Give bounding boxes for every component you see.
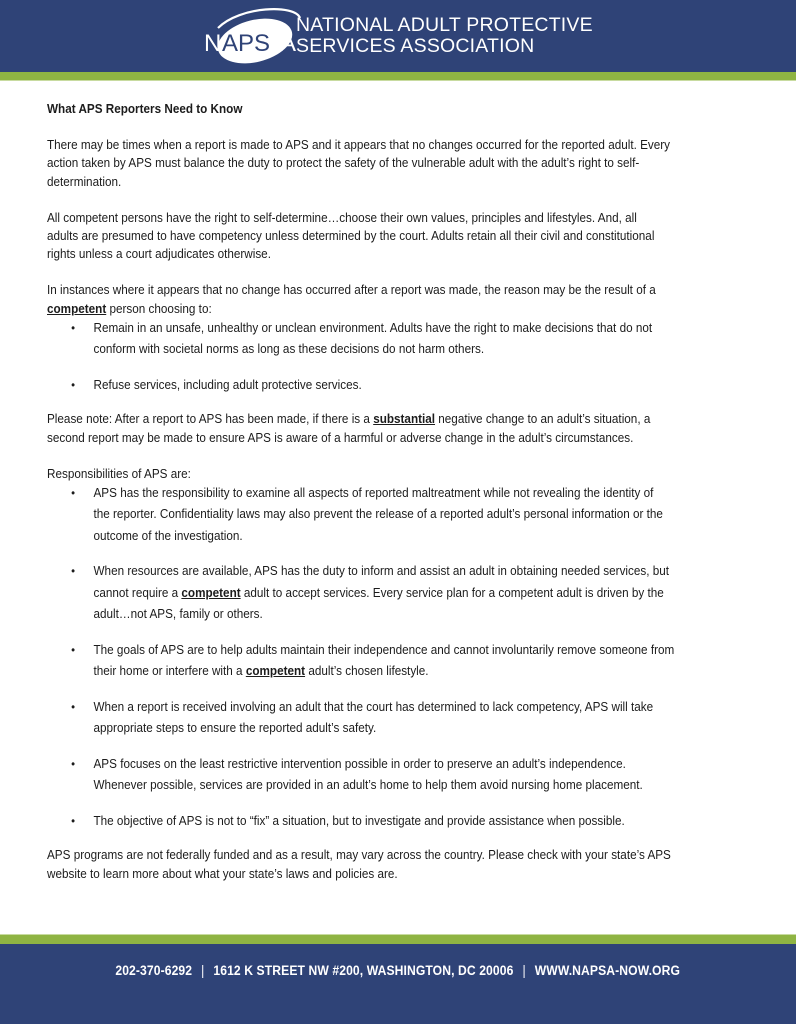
text-line: rights unless a court adjudicates otherwise. bbox=[47, 247, 271, 262]
choices-list bbox=[47, 318, 707, 397]
text-line: the reporter. Confidentiality laws may also prevent the release of a reported adult’s personal information or the bbox=[93, 507, 663, 522]
text-line: Remain in an unsafe, unhealthy or unclean environment. Adults have the right to make decisions that do not bbox=[93, 320, 653, 335]
footer-separator: | bbox=[201, 963, 205, 978]
header-accent-stripe bbox=[0, 72, 796, 81]
text-line: action taken by APS must balance the duty to protect the safety of the vulnerable adult with the adult’s right to self- bbox=[47, 156, 640, 171]
page-header bbox=[0, 0, 796, 72]
text-line: When resources are available, APS has the duty to inform and assist an adult in obtaining needed services, but bbox=[93, 564, 670, 579]
bullet-icon: • bbox=[71, 756, 76, 771]
list-item bbox=[47, 640, 707, 683]
bullet-icon: • bbox=[71, 813, 76, 828]
text-line: APS programs are not federally funded and as a result, may vary across the country. Please check with your state’s APS bbox=[47, 848, 671, 863]
bullet-icon: • bbox=[71, 564, 76, 579]
text-line: APS focuses on the least restrictive intervention possible in order to preserve an adult’s independence. bbox=[93, 756, 626, 771]
emphasis-competent: competent bbox=[47, 301, 107, 316]
list-item bbox=[47, 561, 707, 626]
bullet-icon: • bbox=[71, 642, 76, 657]
no-change-paragraph bbox=[47, 281, 707, 317]
text-line: adults are presumed to have competency unless determined by the court. Adults retain all their civil and constitutional bbox=[47, 229, 655, 244]
bullet-icon: • bbox=[71, 377, 76, 392]
organization-name bbox=[296, 15, 593, 57]
please-note-paragraph bbox=[47, 410, 707, 446]
responsibilities-heading: Responsibilities of APS are: bbox=[47, 466, 191, 481]
page-footer bbox=[0, 944, 796, 1024]
logo-letters-aps: APS bbox=[222, 30, 271, 57]
text-span: adult to accept services. Every service plan for a competent adult is driven by the bbox=[240, 585, 664, 600]
text-span: cannot require a bbox=[93, 585, 182, 600]
text-line: When a report is received involving an adult that the court has determined to lack competency, APS will take bbox=[93, 699, 654, 714]
document-body bbox=[47, 100, 707, 901]
org-name-line: NATIONAL ADULT PROTECTIVE bbox=[296, 14, 593, 36]
text-line bbox=[47, 300, 707, 318]
text-line bbox=[94, 661, 708, 683]
text-line: website to learn more about what your state’s laws and policies are. bbox=[47, 866, 398, 881]
footer-phone: 202-370-6292 bbox=[115, 963, 193, 978]
text-line: The objective of APS is not to “fix” a situation, but to investigate and provide assistance when possible. bbox=[93, 813, 625, 828]
napsa-logo bbox=[200, 8, 310, 66]
emphasis-competent: competent bbox=[181, 585, 241, 600]
bullet-icon: • bbox=[71, 485, 76, 500]
text-span: person choosing to: bbox=[106, 301, 212, 316]
logo-letter-n: N bbox=[204, 30, 222, 57]
emphasis-competent: competent bbox=[245, 664, 306, 679]
footer-separator: | bbox=[522, 963, 527, 978]
org-name-line: SERVICES ASSOCIATION bbox=[296, 35, 535, 57]
footer-contact bbox=[0, 963, 796, 978]
text-line: In instances where it appears that no change has occurred after a report was made, the reason may be the result of a bbox=[47, 283, 656, 298]
text-line: conform with societal norms as long as these decisions do not harm others. bbox=[93, 342, 485, 357]
logo-letter-a: A bbox=[280, 30, 297, 57]
text-line: All competent persons have the right to self-determine…choose their own values, principles and lifestyles. And, all bbox=[47, 210, 637, 225]
rights-paragraph bbox=[47, 209, 707, 264]
list-item bbox=[47, 375, 707, 397]
text-span: negative change to an adult’s situation, a bbox=[435, 412, 651, 427]
text-line: appropriate steps to ensure the reported adult’s safety. bbox=[93, 721, 377, 736]
text-line: The goals of APS are to help adults maintain their independence and cannot involuntarily remove someone from bbox=[93, 642, 675, 657]
text-span: their home or interfere with a bbox=[93, 664, 246, 679]
list-item bbox=[47, 318, 707, 361]
document-title: What APS Reporters Need to Know bbox=[47, 102, 243, 116]
text-line: Refuse services, including adult protective services. bbox=[93, 377, 362, 392]
list-item bbox=[47, 697, 707, 740]
text-span: Please note: After a report to APS has been made, if there is a bbox=[47, 412, 374, 427]
list-item bbox=[47, 811, 707, 833]
text-line: APS has the responsibility to examine all aspects of reported maltreatment while not revealing the identity of bbox=[93, 485, 654, 500]
text-line bbox=[47, 410, 707, 428]
text-line: adult…not APS, family or others. bbox=[93, 607, 263, 622]
footer-address: 1612 K STREET NW #200, WASHINGTON, DC 20006 bbox=[213, 963, 514, 978]
text-line: There may be times when a report is made to APS and it appears that no changes occurred for the reported adult. Every bbox=[47, 138, 671, 153]
text-line: outcome of the investigation. bbox=[93, 528, 243, 543]
footer-website-link[interactable]: WWW.NAPSA-NOW.ORG bbox=[535, 963, 681, 978]
emphasis-substantial: substantial bbox=[373, 412, 436, 427]
list-item bbox=[47, 754, 707, 797]
text-span: adult’s chosen lifestyle. bbox=[305, 664, 429, 679]
text-line: Whenever possible, services are provided in an adult’s home to help them avoid nursing home placement. bbox=[93, 778, 643, 793]
closing-paragraph bbox=[47, 846, 707, 882]
list-item bbox=[47, 483, 707, 548]
responsibilities-list bbox=[47, 483, 707, 833]
text-line: second report may be made to ensure APS is aware of a harmful or adverse change in the adult’s circumstances. bbox=[47, 430, 634, 445]
intro-paragraph bbox=[47, 136, 707, 191]
bullet-icon: • bbox=[71, 699, 76, 714]
text-line bbox=[94, 583, 708, 605]
bullet-icon: • bbox=[71, 320, 76, 335]
text-line: determination. bbox=[47, 174, 122, 189]
